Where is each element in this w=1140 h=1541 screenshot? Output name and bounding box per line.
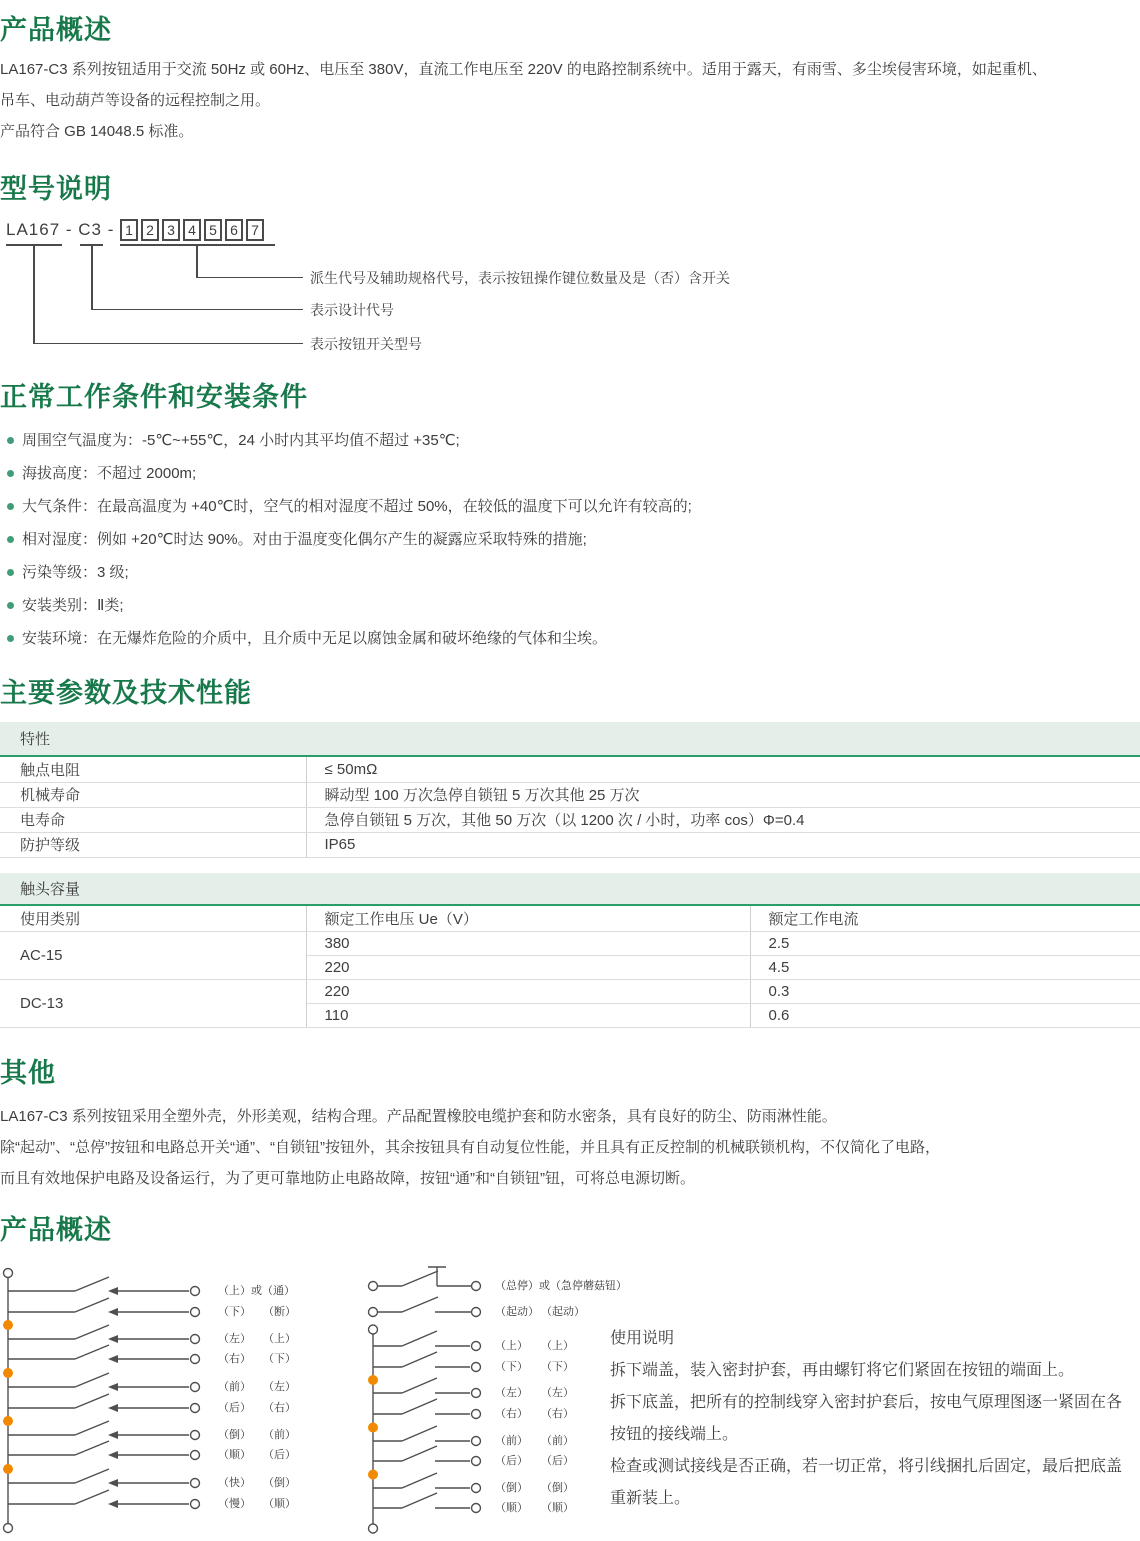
- estop-switch: [369, 1267, 481, 1291]
- usage-line: 按钮的接线端上。: [610, 1426, 739, 1443]
- voltage-cell: 110: [306, 1004, 750, 1028]
- row-value: ≤ 50mΩ: [306, 757, 1140, 782]
- usage-line: 检查或测试接线是否正确，若一切正常，将引线捆扎后固定，最后把底盖: [610, 1458, 1123, 1475]
- usage-title: 使用说明: [610, 1330, 675, 1347]
- current-cell: 0.6: [750, 1004, 1140, 1028]
- terminal-label: （倒） （倒）: [495, 1482, 574, 1494]
- usage-line: 拆下底盖，把所有的控制线穿入密封护套后，按电气原理图逐一紧固在各: [610, 1394, 1123, 1411]
- section-title-overview: 产品概述: [0, 15, 112, 45]
- condition-text: 污染等级：3 级;: [22, 564, 129, 581]
- other-paragraph-1: [0, 1101, 1140, 1132]
- section-title-params: 主要参数及技术性能: [0, 678, 252, 708]
- terminal-label: （总停）或（急停蘑菇钮）: [495, 1280, 627, 1292]
- digit-box: 6: [225, 219, 243, 241]
- usage-line: 拆下端盖，装入密封护套，再由螺钉将它们紧固在按钮的端面上。: [610, 1362, 1075, 1379]
- bullet-icon: [7, 569, 14, 576]
- terminal-label: （顺） （顺）: [495, 1502, 574, 1514]
- callout-line: [33, 343, 303, 345]
- column-header: 使用类别: [0, 906, 306, 932]
- terminal-label: （右） （右）: [495, 1408, 574, 1420]
- standard-note: 产品符合 GB 14048.5 标准。: [0, 123, 194, 140]
- row-value: 急停自锁钮 5 万次，其他 50 万次（以 1200 次 / 小时，功率 cos）Φ=0.4: [306, 807, 1140, 832]
- callout-line: [91, 309, 303, 311]
- usage-instructions: [610, 1323, 1122, 1515]
- left-bus: [4, 1269, 13, 1533]
- row-label: 电寿命: [0, 807, 306, 832]
- current-cell: 2.5: [750, 932, 1140, 956]
- terminal-label: （下） （断）: [218, 1306, 296, 1318]
- list-item: [0, 457, 1140, 490]
- model-number-diagram: [0, 210, 1140, 362]
- digit-box: 2: [141, 219, 159, 241]
- terminal-label: （左） （上）: [218, 1333, 296, 1345]
- terminal-label: （前） （左）: [218, 1381, 296, 1393]
- bullet-icon: [7, 635, 14, 642]
- row-label: 防护等级: [0, 832, 306, 857]
- current-cell: 4.5: [750, 956, 1140, 980]
- bullet-icon: [7, 503, 14, 510]
- list-item: [0, 424, 1140, 457]
- column-header: 额定工作电流: [750, 906, 1140, 932]
- current-cell: 0.3: [750, 980, 1140, 1004]
- table-row: [0, 832, 1140, 857]
- terminal-label: （快） （倒）: [218, 1477, 296, 1489]
- condition-text: 大气条件：在最高温度为 +40℃时，空气的相对湿度不超过 50%，在较低的温度下可以允许有较高的;: [22, 498, 692, 515]
- terminal-label: （慢） （顺）: [218, 1498, 296, 1510]
- digit-box: 4: [183, 219, 201, 241]
- terminal-label: （左） （左）: [495, 1387, 574, 1399]
- overview-paragraph: [0, 54, 1140, 116]
- terminal-label: （倒） （前）: [218, 1429, 296, 1441]
- overview-line: LA167-C3 系列按钮适用于交流 50Hz 或 60Hz、电压至 380V，直流工作电压至 220V 的电路控制系统中。适用于露天，有雨雪、多尘埃侵害环境，如起重机、: [0, 61, 1047, 78]
- other-line: 而且有效地保护电路及设备运行，为了更可靠地防止电路故障，按钮“通”和“自锁钮”钮，可将总电源切断。: [0, 1170, 695, 1187]
- contact-capacity-grid: [0, 906, 1140, 1029]
- terminal-label: （后） （后）: [495, 1455, 574, 1467]
- model-prefix: LA167 - C3 -: [6, 220, 115, 239]
- digit-box: 3: [162, 219, 180, 241]
- terminal-label: （顺） （后）: [218, 1449, 296, 1461]
- section-title-wiring: 产品概述: [0, 1215, 112, 1245]
- table-caption: 触头容量: [0, 873, 1140, 906]
- row-label: 机械寿命: [0, 782, 306, 807]
- section-title-conditions: 正常工作条件和安装条件: [0, 382, 308, 412]
- category-cell: DC-13: [0, 980, 306, 1028]
- usage-line: 重新装上。: [610, 1490, 691, 1507]
- model-callout-derived: 派生代号及辅助规格代号，表示按钮操作键位数量及是（否）含开关: [310, 270, 730, 286]
- table-row: [0, 757, 1140, 782]
- middle-switch-rows: [373, 1331, 481, 1513]
- characteristics-table: [0, 722, 1140, 858]
- list-item: [0, 589, 1140, 622]
- model-digit-boxes: [120, 219, 264, 241]
- other-paragraph-2: [0, 1132, 1140, 1194]
- list-item: [0, 556, 1140, 589]
- table-header-row: [0, 906, 1140, 932]
- terminal-label: （下） （下）: [495, 1361, 574, 1373]
- left-switch-rows: [8, 1277, 200, 1509]
- terminal-label: （上）或（通）: [218, 1285, 295, 1297]
- model-callout-design: 表示设计代号: [310, 302, 394, 318]
- condition-text: 安装类别：Ⅱ类;: [22, 597, 124, 614]
- digit-box: 5: [204, 219, 222, 241]
- table-row: [0, 807, 1140, 832]
- voltage-cell: 380: [306, 932, 750, 956]
- terminal-label: （后） （右）: [218, 1402, 296, 1414]
- bullet-icon: [7, 536, 14, 543]
- bullet-icon: [7, 470, 14, 477]
- digit-box: 7: [246, 219, 264, 241]
- underline-digits: [120, 244, 275, 246]
- contact-capacity-table: [0, 873, 1140, 1029]
- other-line: LA167-C3 系列按钮采用全塑外壳，外形美观，结构合理。产品配置橡胶电缆护套和防水密条，具有良好的防尘、防雨淋性能。: [0, 1108, 837, 1125]
- model-callout-type: 表示按钮开关型号: [310, 336, 422, 352]
- callout-line: [196, 277, 303, 279]
- conditions-list: [0, 424, 1140, 655]
- wiring-diagrams: [0, 1253, 1140, 1541]
- terminal-label: （右） （下）: [218, 1353, 296, 1365]
- section-title-other: 其他: [0, 1058, 56, 1088]
- characteristics-grid: [0, 757, 1140, 858]
- terminal-label: （前） （前）: [495, 1435, 574, 1447]
- start-switch: [369, 1297, 481, 1317]
- voltage-cell: 220: [306, 980, 750, 1004]
- list-item: [0, 622, 1140, 655]
- section-title-model: 型号说明: [0, 174, 112, 204]
- list-item: [0, 523, 1140, 556]
- table-caption: 特性: [0, 722, 1140, 757]
- voltage-cell: 220: [306, 956, 750, 980]
- table-row: [0, 980, 1140, 1004]
- condition-text: 海拔高度：不超过 2000m;: [22, 465, 197, 482]
- terminal-label: （上） （上）: [495, 1340, 574, 1352]
- column-header: 额定工作电压 Ue（V）: [306, 906, 750, 932]
- overview-line: 吊车、电动葫芦等设备的远程控制之用。: [0, 92, 271, 109]
- callout-line: [91, 244, 93, 310]
- list-item: [0, 490, 1140, 523]
- condition-text: 周围空气温度为：-5℃~+55℃，24 小时内其平均值不超过 +35℃;: [22, 432, 460, 449]
- table-row: [0, 782, 1140, 807]
- digit-box: 1: [120, 219, 138, 241]
- row-value: 瞬动型 100 万次急停自锁钮 5 万次其他 25 万次: [306, 782, 1140, 807]
- terminal-label: （起动） （起动）: [495, 1306, 585, 1318]
- bullet-icon: [7, 602, 14, 609]
- condition-text: 相对湿度：例如 +20℃时达 90%。对由于温度变化偶尔产生的凝露应采取特殊的措施;: [22, 531, 587, 548]
- category-cell: AC-15: [0, 932, 306, 980]
- row-label: 触点电阻: [0, 757, 306, 782]
- other-line: 除“起动”、“总停”按钮和电路总开关“通”、“自锁钮”按钮外，其余按钮具有自动复位性能，并且具有正反控制的机械联锁机构，不仅简化了电路，: [0, 1139, 940, 1156]
- callout-line: [33, 244, 35, 344]
- table-row: [0, 932, 1140, 956]
- callout-line: [196, 244, 198, 278]
- bullet-icon: [7, 437, 14, 444]
- condition-text: 安装环境：在无爆炸危险的介质中，且介质中无足以腐蚀金属和破坏绝缘的气体和尘埃。: [22, 630, 608, 647]
- row-value: IP65: [306, 832, 1140, 857]
